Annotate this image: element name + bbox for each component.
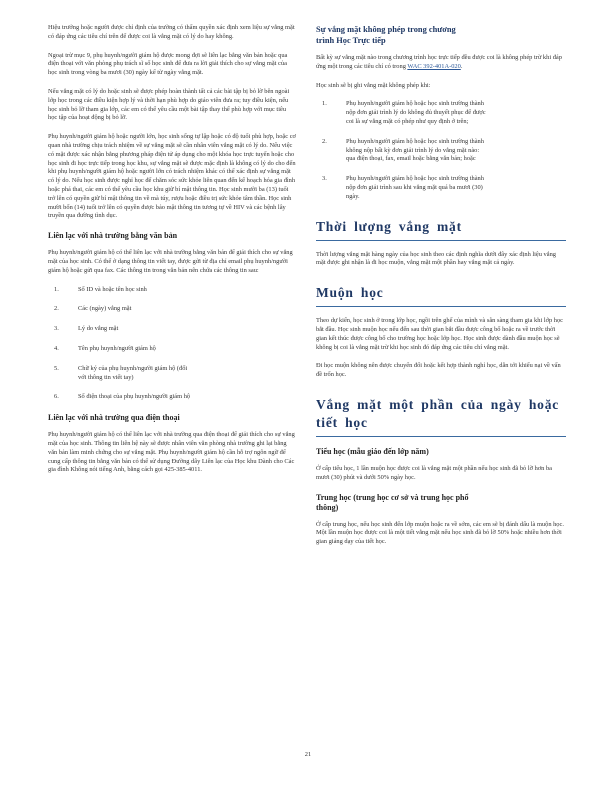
list-item: 1. Số ID và hoặc tên học sinh [54,285,147,293]
written-requirements-list [48,286,296,403]
section-duration [316,218,566,241]
list-item: 6. Số điện thoại của phụ huynh/người giám hộ [54,393,191,401]
right-column [316,24,566,557]
wac-link[interactable]: WAC 392-401A-020 [407,62,461,70]
paragraph-principal-authority: Hiệu trưởng hoặc người được chỉ định của trường có thẩm quyền xác định xem liệu sự vắng mặt có đáp ứng các tiêu chí trên để được coi là vắng mặt có lý do hay không. [48,24,295,40]
paragraph-unexcused-online: Bất kỳ sự vắng mặt nào trong chương trình học trực tiếp đều được coi là không phép trừ khi đáp ứng một trong các tiêu chí có trong WAC 392-401A-020. [316,54,562,70]
heading-unexcused-online: Sự vắng mặt không phép trong chương trình Học Trực tiếp [316,25,456,45]
heading-written-contact: Liên lạc với nhà trường bằng văn bản [48,231,178,241]
list-item: 4. Tên phụ huynh/người giám hộ [54,344,156,352]
page-number: 21 [304,751,312,758]
heading-secondary: Trung học (trung học cơ sở và trung học phổ thông) [316,492,469,512]
paragraph-written-contact: Phụ huynh/người giám hộ có thể liên lạc với nhà trường bằng văn bản để giải thích cho sự vắng mặt của học sinh. Có thể ở dạng thông tin viết tay, được gửi từ địa chỉ email phụ huynh/người giám hộ hoặc gửi qua fax. Các thông tin trong văn bản nên chứa các thông tin sau: [48,249,293,274]
paragraph-phone-contact: Phụ huynh/người giám hộ có thể liên lạc với nhà trường qua điện thoại để giải thích cho sự vắng mặt của học sinh. Thông tin liên hệ này sẽ được nhân viên văn phòng nhà trường ghi lại bằng văn bản làm minh chứng cho sự vắng mặt. Phụ huynh/người giám hộ cần hỗ trợ ngôn ngữ để cung cấp thông tin bằng văn bản có thể sử dụng Đường dây Liên lạc của Học khu Dành cho Các gia đình Không nói tiếng Anh, bằng cách gọi 425-385-4011. [48,431,295,474]
heading-tardy: Muộn học [316,284,566,307]
paragraph-absence-duration: Thời lượng vắng mặt hàng ngày của học sinh theo các định nghĩa dưới đây xác định liệu vắng mặt được ghi nhận là đi học muộn, vắng mặt một phần hay vắng mặt cả ngày. [316,250,556,267]
paragraph-elementary: Ở cấp tiểu học, 1 lần muộn học được coi là vắng mặt một phần nếu học sinh đã bỏ lỡ hơn ba mươi (30) phút và dưới 50% ngày học. [316,464,552,481]
section-tardy [316,284,566,307]
list-item: 5. Chữ ký của phụ huynh/người giám hộ (đối với thông tin viết tay) [54,364,188,381]
paragraph-tardy-definition: Theo dự kiến, học sinh ở trong lớp học, ngồi trên ghế của mình và sẵn sàng tham gia khi lớp học bắt đầu. Học sinh muộn học nếu đến sau thời gian bắt đầu được công bố hoặc ra về trước thời gian kết thúc được công bố cho trường học hoặc lớp học. Học sinh được dành đầu muộn học sẽ không bị coi là vắng mặt trừ khi học sinh đó đáp ứng các tiêu chí vắng mặt. [316,317,563,351]
heading-absence-duration: Thời lượng vắng mặt [316,218,566,241]
paragraph-tardy-conversion: Đi học muộn không nên được chuyển đổi hoặc kết hợp thành nghỉ học, dẫn tới khiếu nại về vấn đề trốn học. [316,362,561,379]
paragraph-notification-window: Ngoại trừ mục 9, phụ huynh/người giám hộ được mong đợi sẽ liên lạc bằng văn bản hoặc qua điện thoại với văn phòng phụ trách sĩ số học sinh để đưa ra lời giải thích cho sự vắng mặt của học sinh trong vòng ba mươi (30) ngày kể từ ngày vắng mặt. [48,51,288,77]
left-column [48,24,296,485]
list-item: 2. Phụ huynh/người giám hộ hoặc học sinh trường thành không nộp bất kỳ đơn giải trình lý do vắng mặt nào: qua điện thoại, fax, email hoặc bằng văn bản; hoặc [322,137,484,163]
list-item: 1. Phụ huynh/người giám hộ hoặc học sinh trường thành nộp đơn giải trình lý do không đủ thuyết phục để được coi là sự vắng mặt có phép như quy định ở trên; [322,100,486,125]
paragraph-unexcused-intro: Học sinh sẽ bị ghi vắng mặt không phép khi: [316,81,431,89]
unexcused-conditions-list [316,100,566,201]
heading-phone-contact: Liên lạc với nhà trường qua điện thoại [48,413,180,423]
paragraph-secondary: Ở cấp trung học, nếu học sinh đến lớp muộn hoặc ra về sớm, các em sẽ bị đánh dấu là muộn học. Một lần muộn học được coi là một tiết vắng mặt nếu học sinh đã bỏ lỡ 50% hoặc nhiều hơn thời gian giảng dạy của tiết học. [316,520,564,546]
paragraph-responsibility: Phụ huynh/người giám hộ hoặc người lớn, học sinh sống tự lập hoặc có độ tuổi phù hợp, hoặc cơ quan nhà trường chịu trách nhiệm về sự vắng mặt sẽ cần nhân viên vắng mặt có lý do. Nếu việc có mặt được xác nhận bằng phương pháp điện tử áp dụng cho một khóa học trực tuyến hoặc cho học sinh đi học trực tiếp trong học khu, sự vắng mặt sẽ được mặc định là không có lý do cho đến khi phụ huynh/người giám hộ hoặc người lớn có trách nhiệm khác có thể xác định sự vắng mặt có lý do. Nếu học sinh được nghỉ học để chăm sóc sức khỏe liên quan đến kế hoạch hóa gia đình hoặc phá thai, các em có thể yêu cầu học khu giữ bí mật thông tin. Học sinh mười ba (13) tuổi trở lên có quyền giữ bí mật thông tin về mà túy, rượu hoặc điều trị sức khỏe tâm thần. Học sinh mười bốn (14) tuổi trở lên có quyền được bảo mật thông tin tương tự về HIV và các bệnh lây truyền qua đường tình dục. [48,133,296,220]
list-item: 2. Các (ngày) vắng mặt [54,305,132,313]
list-item: 3. Phụ huynh/người giám hộ hoặc học sinh trường thành nộp đơn giải trình sau khi vắng mặt quá ba mươi (30) ngày. [322,175,484,200]
section-partial-absence [316,396,566,437]
list-item: 3. Lý do vắng mặt [54,325,119,333]
heading-partial-absence: Vắng mặt một phần của ngày hoặc tiết học [316,396,566,437]
heading-elementary: Tiểu học (mẫu giáo đến lớp năm) [316,446,429,456]
paragraph-makeup-work: Nếu vắng mặt có lý do hoặc sinh sẽ được phép hoàn thành tất cả các bài tập bị bỏ lỡ bên ngoài lớp học trong các điều kiện hợp lý và thời hạn phù hợp do giáo viên đưa ra; tuy điều kiện, nếu học sinh bỏ lỡ tham gia lớp, các em có thể yêu cầu một bài tập thay thế phù hợp với mục tiêu học tập của hoạt động bị bỏ lỡ. [48,87,290,122]
